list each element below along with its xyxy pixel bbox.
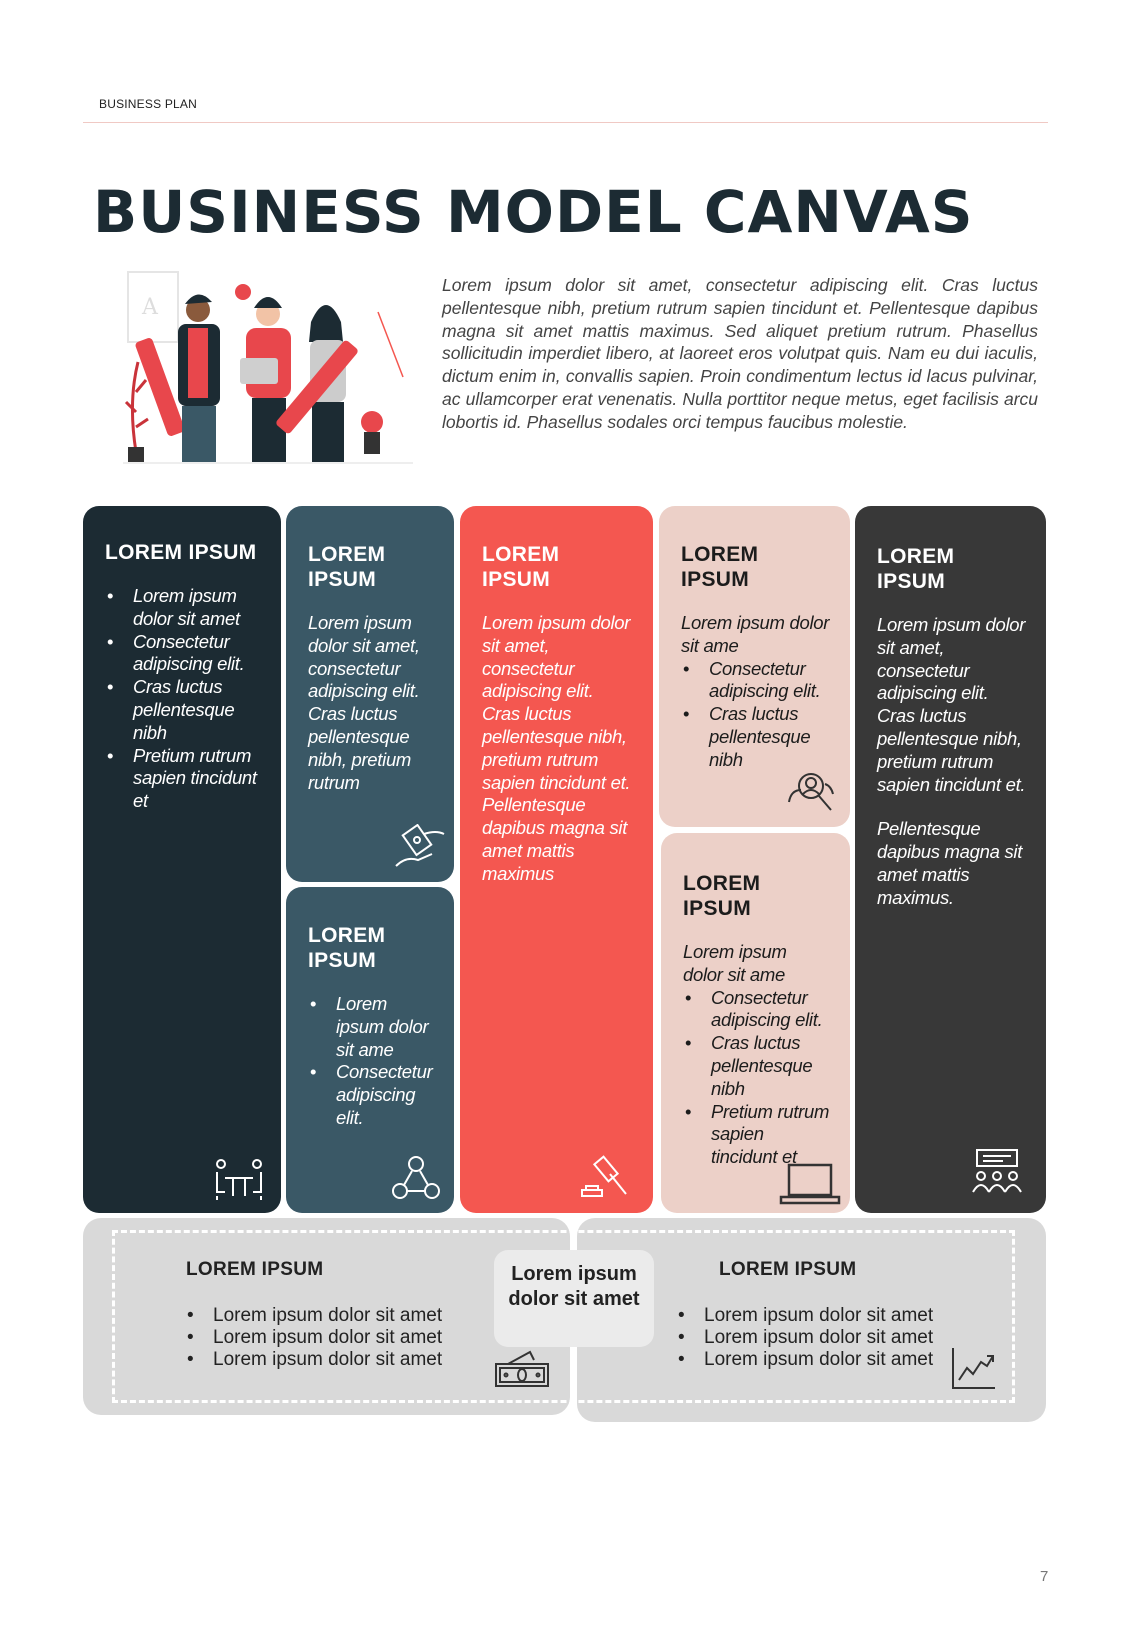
list-item: • Lorem ipsum dolor sit amet (185, 1327, 442, 1349)
user-search-icon (785, 768, 837, 814)
list-item: • Consectetur adipiscing elit. (308, 1061, 434, 1129)
canvas-box-customer-segments (855, 506, 1046, 1213)
list-item: • Cras luctus pellentesque nibh (105, 676, 261, 744)
header-divider (83, 122, 1048, 123)
cost-title: LOREM IPSUM (186, 1259, 324, 1280)
box-text-2: Pellentesque dapibus magna sit amet mattis maximus. (877, 818, 1023, 908)
box-title: LOREM IPSUM (105, 541, 257, 564)
intro-paragraph: Lorem ipsum dolor sit amet, consectetur adipiscing elit. Cras luctus pellentesque nibh, pretium rutrum sapien tincidunt et. Pellentesque dapibus magna sit amet mattis maximus. Sed aliquet pretium rutrum. Phasellus sollicitudin imperdiet libero, at laoreet eros volutpat quis. Nam eu dui iaculis, dictum enim in, convallis sapien. Proin condimentum lectus id lacus pulvinar, ac ullamcorper erat venenatis. Nulla porttitor neque metus, eget facilisis arcu lobortis id. Phasellus sodales orci tempus faucibus molestie. (442, 275, 1038, 432)
box-title: LOREM IPSUM (681, 543, 759, 591)
network-icon (390, 1155, 442, 1201)
list-item: • Consectetur adipiscing elit. (683, 987, 830, 1033)
canvas-box-value-proposition (460, 506, 653, 1213)
box-text: Lorem ipsum dolor sit amet, consectetur adipiscing elit. Cras luctus pellentesque nibh, pretium rutrum (308, 612, 420, 793)
list-item: • Consectetur adipiscing elit. (681, 658, 830, 704)
list-item: • Lorem ipsum dolor sit ame (308, 993, 434, 1061)
canvas-box-channels (661, 833, 850, 1213)
center-label: Lorem ipsum dolor sit amet (494, 1250, 654, 1347)
list-item: • Pretium rutrum sapien tincidunt et (105, 745, 261, 813)
list-item: • Lorem ipsum dolor sit amet (185, 1305, 442, 1327)
box-text: Lorem ipsum dolor sit ame (683, 941, 787, 985)
canvas-box-key-partners (83, 506, 281, 1213)
growth-chart-icon (951, 1346, 997, 1390)
presentation-group-icon (971, 1148, 1023, 1194)
list-item: • Lorem ipsum dolor sit amet (676, 1327, 933, 1349)
list-item: • Cras luctus pellentesque nibh (681, 703, 830, 771)
laptop-icon (779, 1161, 841, 1207)
list-item: • Lorem ipsum dolor sit amet (185, 1349, 442, 1371)
box-text: Lorem ipsum dolor sit amet, consectetur adipiscing elit. Cras luctus pellentesque nibh, pretium rutrum sapien tincidunt et. Pellentesque dapibus magna sit amet mattis maximus (482, 612, 631, 884)
cash-icon (494, 1350, 550, 1390)
page-title: BUSINESS MODEL CANVAS (93, 178, 974, 246)
hand-money-icon (394, 824, 446, 870)
box-title: LOREM IPSUM (877, 545, 955, 593)
list-item: • Consectetur adipiscing elit. (105, 631, 261, 677)
list-item: • Lorem ipsum dolor sit amet (676, 1305, 933, 1327)
box-title: LOREM IPSUM (308, 543, 386, 591)
revenue-title: LOREM IPSUM (719, 1259, 857, 1280)
list-item: • Cras luctus pellentesque nibh (683, 1032, 830, 1100)
list-item: • Lorem ipsum dolor sit amet (105, 585, 261, 631)
list-item: • Pretium rutrum sapien tincidunt et (683, 1101, 830, 1169)
gavel-icon (578, 1154, 630, 1200)
canvas-box-key-resources (286, 887, 454, 1213)
page-number: 7 (1040, 1568, 1049, 1585)
box-text: Lorem ipsum dolor sit ame (681, 612, 830, 656)
meeting-icon (213, 1156, 265, 1202)
box-title: LOREM IPSUM (482, 543, 560, 591)
canvas-box-key-activities (286, 506, 454, 882)
box-title: LOREM IPSUM (308, 924, 386, 972)
svg-text:A: A (142, 295, 158, 320)
box-text: Lorem ipsum dolor sit amet, consectetur adipiscing elit. Cras luctus pellentesque nibh, pretium rutrum sapien tincidunt et. (877, 614, 1026, 795)
list-item: • Lorem ipsum dolor sit amet (676, 1349, 933, 1371)
header-label: BUSINESS PLAN (99, 97, 197, 111)
box-title: LOREM IPSUM (683, 872, 761, 920)
team-illustration (118, 262, 418, 467)
canvas-box-customer-relationships (659, 506, 850, 827)
